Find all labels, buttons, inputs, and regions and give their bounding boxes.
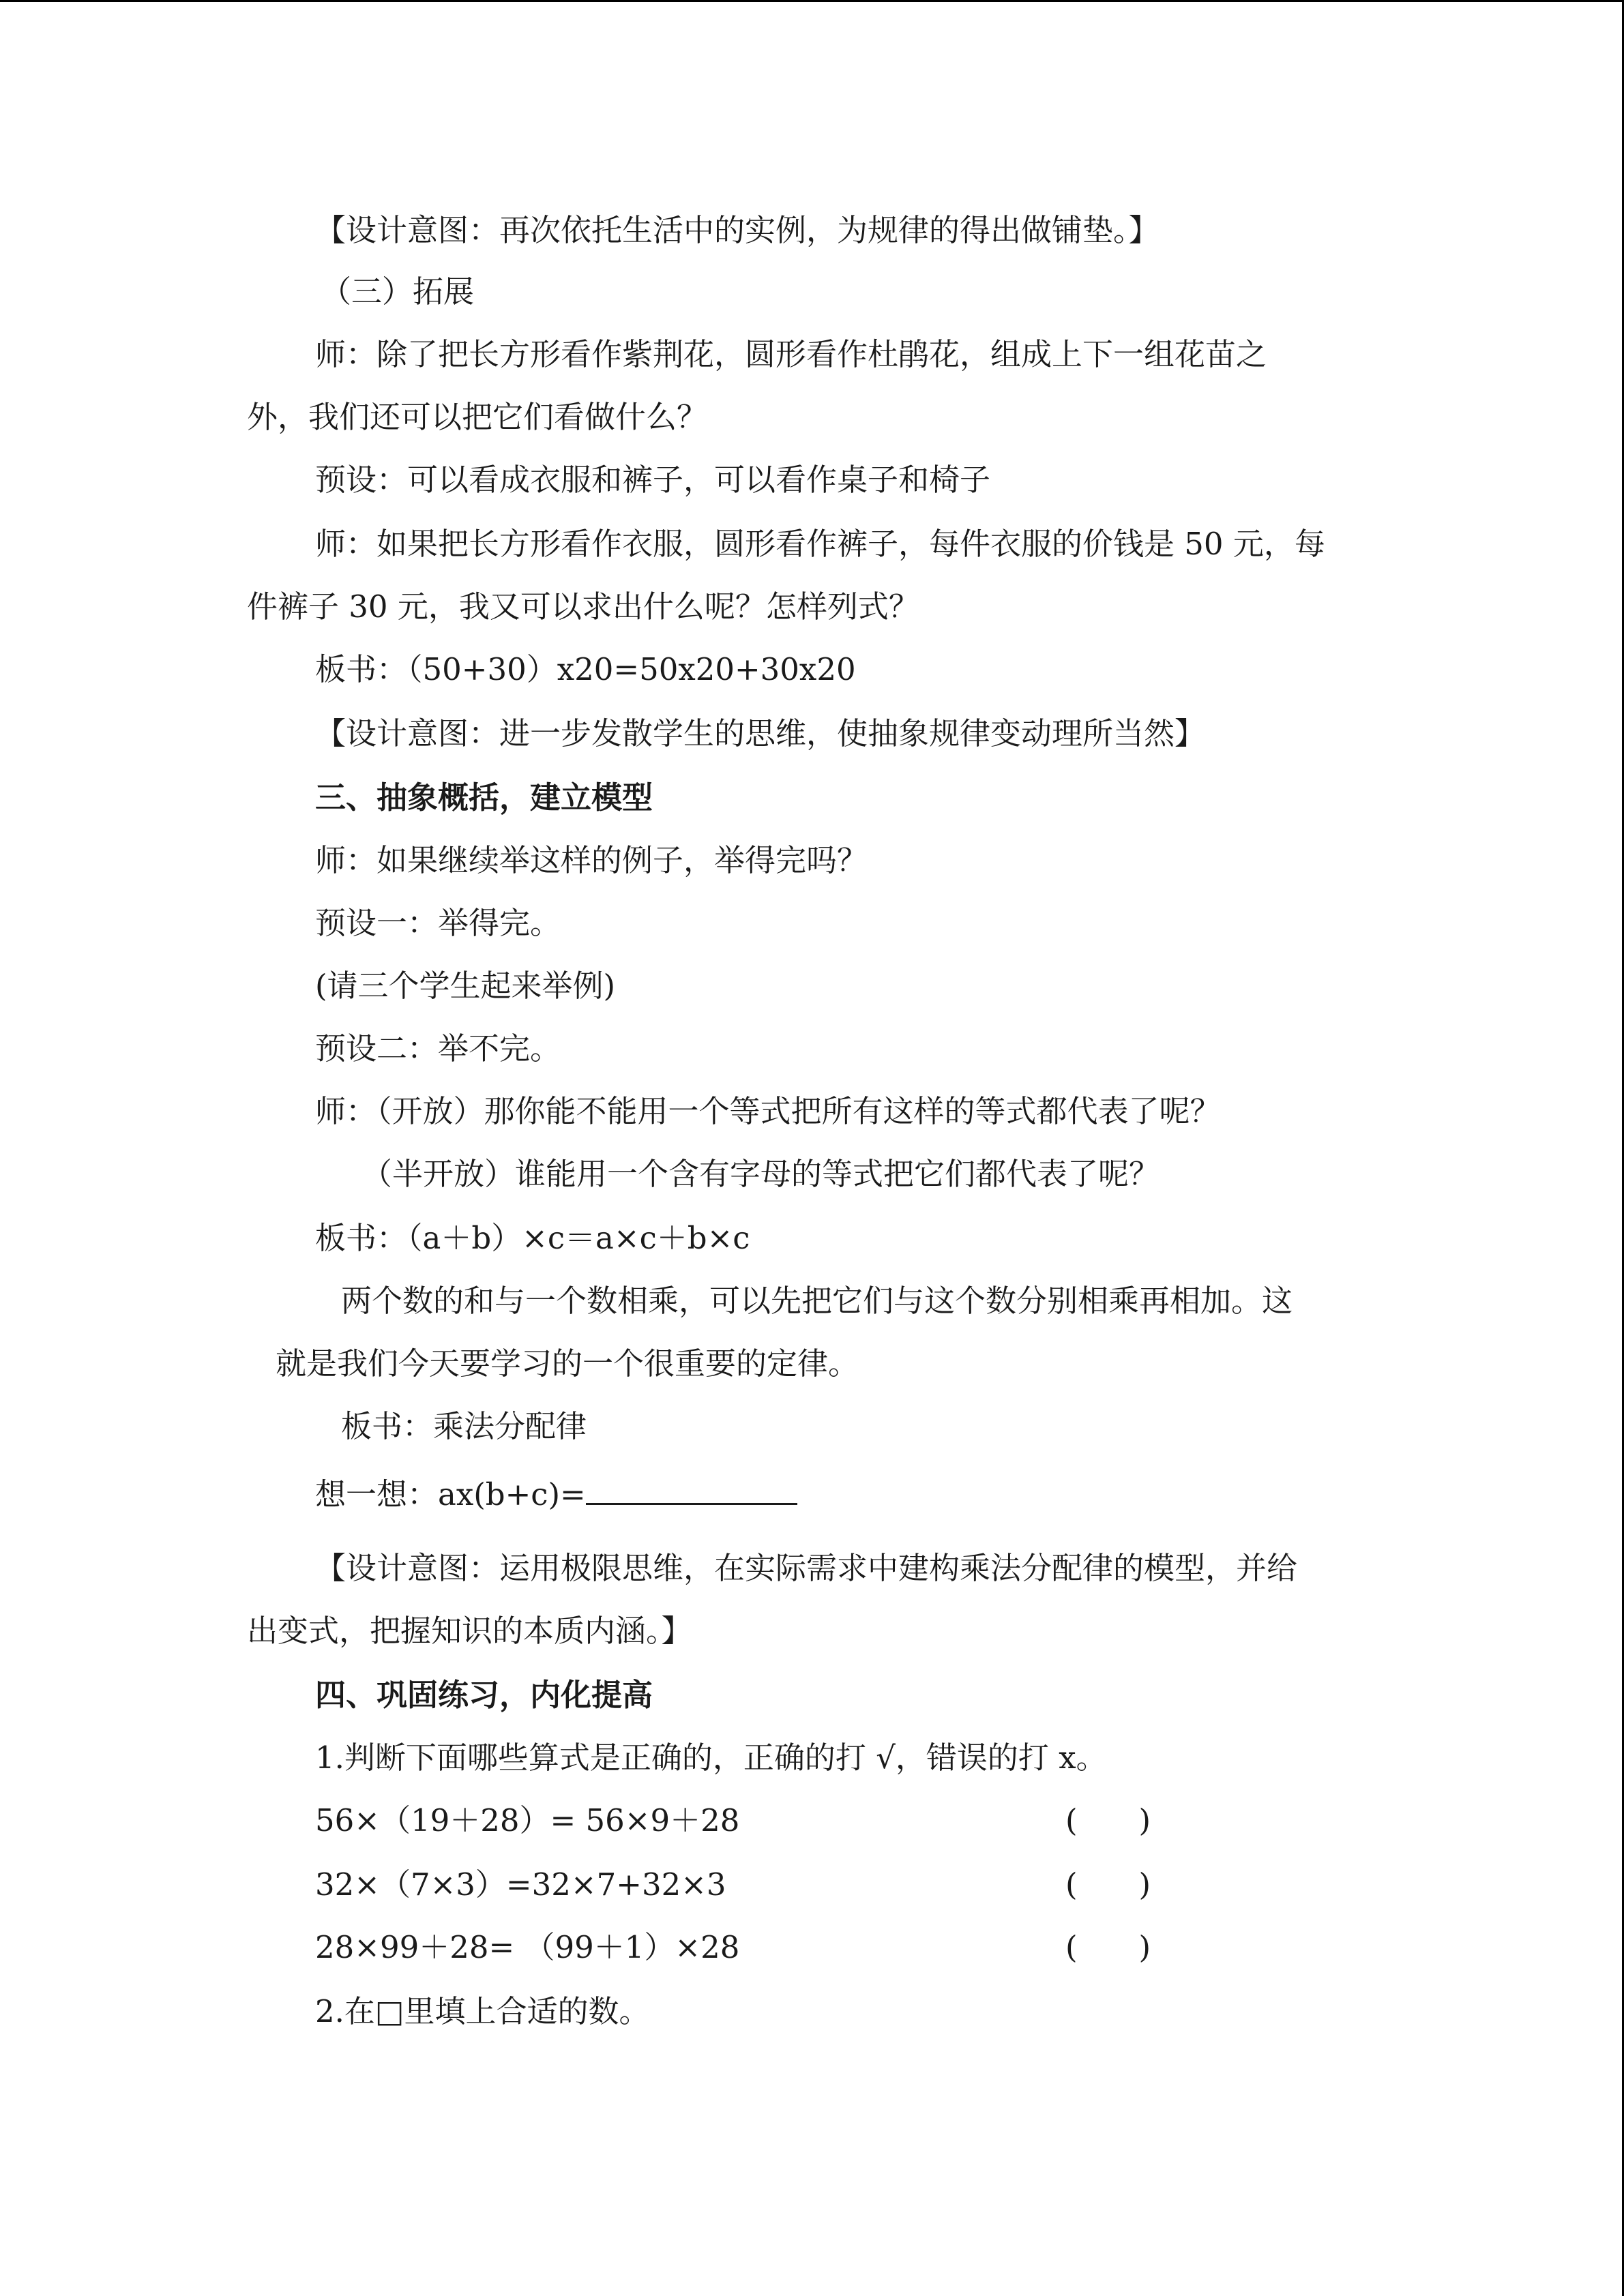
- exercise-1-answer-2[interactable]: ( ): [1065, 1866, 1151, 1903]
- design-intent-2: 【设计意图：进一步发散学生的思维，使抽象规律变动理所当然】: [315, 715, 1206, 751]
- board-line-2: 板书：（a＋b）×c＝a×c＋b×c: [315, 1220, 750, 1256]
- design-intent-3-cont: 出变式，把握知识的本质内涵。】: [247, 1613, 692, 1649]
- exercise-1-prompt: 1.判断下面哪些算式是正确的，正确的打 √，错误的打 x。: [315, 1740, 1107, 1776]
- exercise-1-item-3: 28×99＋28= （99＋1）×28: [315, 1929, 740, 1965]
- teacher-line-5: （半开放）谁能用一个含有字母的等式把它们都代表了呢？: [361, 1156, 1160, 1192]
- teacher-line-2: 师：如果把长方形看作衣服，圆形看作裤子，每件衣服的价钱是 50 元，每: [315, 526, 1325, 562]
- design-intent-3: 【设计意图：运用极限思维，在实际需求中建构乘法分配律的模型，并给: [315, 1550, 1298, 1586]
- law-description-cont: 就是我们今天要学习的一个很重要的定律。: [276, 1345, 859, 1382]
- note-line: (请三个学生起来举例): [315, 968, 616, 1004]
- teacher-line-1-cont: 外，我们还可以把它们看做什么？: [247, 399, 708, 435]
- page-top-border: [0, 0, 1624, 2]
- board-line-1: 板书：（50+30）x20=50x20+30x20: [315, 651, 856, 687]
- teacher-line-3: 师：如果继续举这样的例子，举得完吗？: [315, 842, 868, 878]
- think-line-text: 想一想：ax(b+c)=: [315, 1476, 586, 1512]
- exercise-1-item-1: 56×（19＋28）= 56×9＋28: [315, 1802, 740, 1838]
- board-line-3: 板书：乘法分配律: [341, 1408, 587, 1444]
- preset-line-2: 预设一：举得完。: [315, 905, 561, 941]
- teacher-line-4: 师：（开放）那你能不能用一个等式把所有这样的等式都代表了呢？: [315, 1093, 1221, 1129]
- section-heading-3: 三、抽象概括，建立模型: [315, 779, 653, 816]
- preset-line-1: 预设：可以看成衣服和裤子，可以看作桌子和椅子: [315, 462, 991, 498]
- teacher-line-2-cont: 件裤子 30 元，我又可以求出什么呢？怎样列式？: [247, 588, 919, 625]
- design-intent-1: 【设计意图：再次依托生活中的实例，为规律的得出做铺垫。】: [315, 212, 1160, 248]
- exercise-1-answer-1[interactable]: ( ): [1065, 1802, 1151, 1838]
- think-line: [315, 1470, 797, 1515]
- exercise-1-item-2: 32×（7×3）=32×7+32×3: [315, 1866, 726, 1903]
- teacher-line-1: 师：除了把长方形看作紫荆花，圆形看作杜鹃花，组成上下一组花苗之: [315, 336, 1267, 372]
- section-extension: （三）拓展: [321, 273, 475, 310]
- answer-blank[interactable]: [586, 1470, 797, 1505]
- preset-line-3: 预设二：举不完。: [315, 1030, 561, 1067]
- exercise-1-answer-3[interactable]: ( ): [1065, 1929, 1151, 1965]
- exercise-2-prompt: 2.在□里填上合适的数。: [315, 1993, 650, 2029]
- law-description: 两个数的和与一个数相乘，可以先把它们与这个数分别相乘再相加。这: [341, 1283, 1293, 1319]
- section-heading-4: 四、巩固练习，内化提高: [315, 1677, 653, 1713]
